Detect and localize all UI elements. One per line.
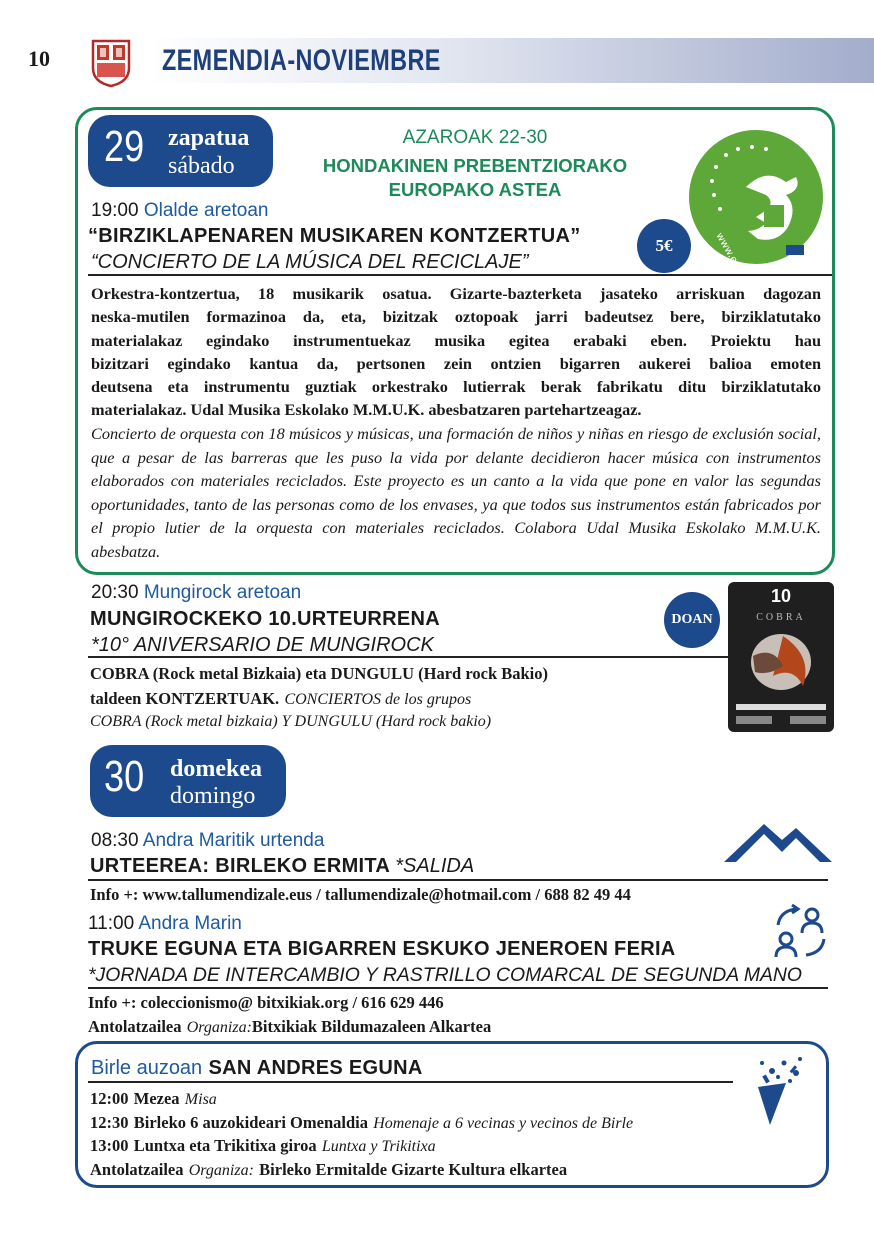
poster-art [743, 626, 819, 696]
divider [88, 1081, 733, 1083]
event1-time-place [91, 200, 268, 222]
event4-info: Info +: coleccionismo@ bitxikiak.org / 616 629 446 [88, 993, 444, 1012]
schedule-item: 13:00 Luntxa eta Trikitixa giroa Luntxa y Trikitixa [90, 1136, 436, 1156]
event2-time-place [91, 582, 301, 604]
divider [88, 274, 832, 276]
week-title-2: EUROPAKO ASTEA [388, 179, 562, 200]
event1-subtitle: “CONCIERTO DE LA MÚSICA DEL RECICLAJE” [91, 251, 529, 273]
poster-number: 10 [770, 586, 792, 606]
date-number: 30 [104, 752, 145, 801]
event4-organizer: Antolatzailea Organiza:Bitxikiak Bildumazaleen Alkartea [88, 1017, 492, 1036]
birle-organizer: Antolatzailea Organiza: Birleko Ermitalde Gizarte Kultura elkartea [90, 1160, 568, 1180]
event2-title: MUNGIROCKEKO 10.URTEURRENA [90, 608, 441, 630]
event4-time-place [88, 913, 242, 935]
event2-time: 20:30 [91, 582, 139, 603]
weekday-eu: zapatua [168, 125, 250, 151]
event1-description-eu: Orkestra-kontzertua, 18 musikarik osatua. Gizarte-bazterketa jasateko arriskuan dagozan neska-mutilen formazinoa da, eta, bizitzak oztopoak jarri badeutsez bere, birziklatutako materialakaz egindako instrumentuekaz musika egitea erabaki eben. Proiektu hau bizitzari egindako kantua da, pertsonen zein ontzien bigarren aukerei balioa emoten deutsena eta instrumentu guztiak orkestrako lutierrak berak fabrikatu ditu birziklatutako materialakaz. Udal Musika Eskolako M.M.U.K. abesbatzaren partehartzeagaz. [91, 284, 821, 420]
event2-place: Mungirock aretoan [143, 582, 302, 603]
event3-title-line [90, 855, 474, 878]
event2-line1: COBRA (Rock metal Bizkaia) eta DUNGULU (Hard rock Bakio) [90, 664, 549, 683]
exchange-icon [772, 903, 828, 959]
event2-line2: taldeen KONTZERTUAK. CONCIERTOS de los grupos [90, 689, 472, 708]
event1-title: “BIRZIKLAPENAREN MUSIKAREN KONTZERTUA” [88, 225, 581, 247]
event4-title: TRUKE EGUNA ETA BIGARREN ESKUKO JENEROEN FERIA [88, 938, 676, 960]
event3-time: 08:30 [91, 830, 139, 851]
event3-title: URTEEREA: BIRLEKO ERMITA [90, 855, 391, 877]
event3-time-place [91, 830, 324, 852]
page-number: 10 [28, 46, 50, 71]
event2-subtitle: *10° ANIVERSARIO DE MUNGIROCK [91, 634, 434, 656]
event1-description-es: Concierto de orquesta con 18 músicos y músicas, una formación de niños y niñas en riesgo de exclusión social, que a pesar de las barreras que les puso la vida por delante decidieron hacer música con instrumentos elaborados con materiales reciclados. Este proyecto es un canto a la vida que pone en valor las segundas oportunidades, tanto de las personas como de los envases, ya que todos sus instrumentos están fabricados por el propio lutier de la orquesta con materiales reciclados. Colabora Udal Musika Eskolako M.M.U.K. abesbatza. [91, 424, 821, 561]
event3-place: Andra Maritik urtenda [142, 830, 325, 851]
schedule-item: 12:00 Mezea Misa [90, 1089, 217, 1108]
event4-subtitle: *JORNADA DE INTERCAMBIO Y RASTRILLO COMARCAL DE SEGUNDA MANO [88, 964, 802, 986]
ewwr-logo [686, 127, 826, 267]
divider [88, 656, 728, 658]
divider [88, 987, 828, 989]
celebration-icon [752, 1053, 806, 1127]
mountain-icon [724, 818, 832, 864]
schedule-item: 12:30 Birleko 6 auzokideari Omenaldia Homenaje a 6 vecinas y vecinos de Birle [90, 1112, 634, 1132]
event1-place: Olalde aretoan [143, 200, 269, 221]
price-badge: 5€ [637, 219, 691, 273]
coat-of-arms-icon [90, 38, 132, 88]
poster-band: COBRA [756, 612, 806, 623]
divider [88, 879, 828, 881]
free-badge: DOAN [664, 592, 720, 648]
week-title-1: HONDAKINEN PREBENTZIORAKO [322, 155, 628, 176]
event1-time: 19:00 [91, 200, 139, 221]
mungirock-poster [728, 582, 834, 732]
event3-subtitle: *SALIDA [395, 855, 475, 877]
birle-heading: Birle auzoan SAN ANDRES EGUNA [91, 1057, 423, 1079]
event4-time: 11:00 [88, 913, 135, 934]
birle-schedule [90, 1088, 633, 1183]
weekday-eu: domekea [170, 756, 262, 782]
event2-line3: COBRA (Rock metal bizkaia) Y DUNGULU (Hard rock bakio) [90, 713, 492, 730]
weekday-es: sábado [168, 153, 235, 179]
week-dates: AZAROAK 22-30 [402, 127, 548, 148]
page-title: ZEMENDIA-NOVIEMBRE [162, 44, 441, 77]
event3-info: Info +: www.tallumendizale.eus / tallumendizale@hotmail.com / 688 82 49 44 [90, 885, 631, 904]
event4-place: Andra Marin [138, 913, 242, 934]
weekday-es: domingo [170, 783, 256, 809]
date-number: 29 [104, 122, 145, 171]
